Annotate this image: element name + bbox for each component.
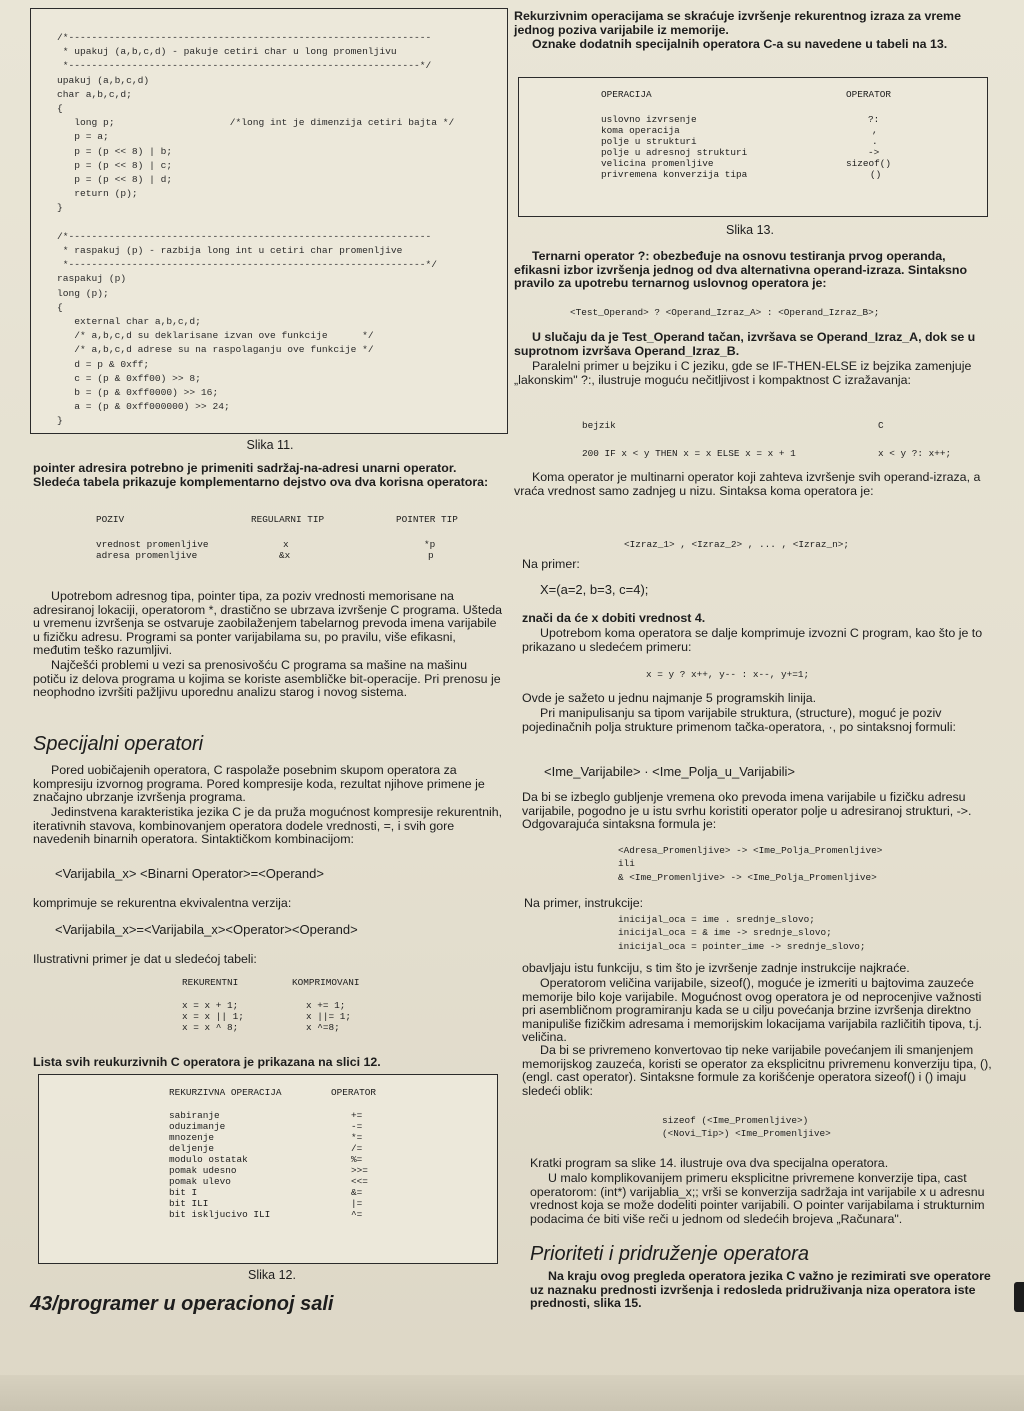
formula-compressed: <Varijabila_x> <Binarni Operator>=<Operand> — [55, 866, 324, 881]
left-para-3: Najčešći problemi u vezi sa prenosivošću C programa sa mašine na mašinu potiču iz delova programa u kojima se koriste asembličke bit-operacije. Pri prenosu je neophodno izvršiti pažljivu uporednu analizu starog i novog sistema. — [33, 658, 501, 700]
table-cell: . — [872, 136, 878, 147]
right-para-14: Da bi se privremeno konvertovao tip neke varijabile povećanjem ili smanjenjem memorijskog zauzeća, koristi se operator za eksplicitnu privremenu konverziju tipa, (), (engl. cast operator). Sintaksne formule za korišćenje operatora sizeof() i () imaju sledeći oblik: — [522, 1043, 992, 1098]
figure-12-box — [38, 1074, 498, 1264]
table-cell: pomak udesno — [169, 1165, 237, 1176]
table-row — [601, 147, 891, 158]
table-row — [169, 1187, 376, 1198]
recurrent-table-header-cell: KOMPRIMOVANI — [292, 977, 360, 988]
na-primer-label: Na primer: — [522, 557, 580, 571]
table-row — [169, 1176, 376, 1187]
figure-13-header — [601, 89, 891, 100]
formula-compressed-example: x = y ? x++, y-- : x--, y+=1; — [646, 669, 810, 680]
figure-11-caption: Slika 11. — [246, 438, 294, 452]
table-cell: sizeof() — [846, 158, 892, 169]
figure-13-table — [601, 89, 891, 180]
figure-12-caption: Slika 12. — [248, 1268, 296, 1282]
compare-header-basic: bejzik — [582, 420, 616, 431]
page-footer-title: 43/programer u operacionoj sali — [30, 1293, 334, 1315]
right-para-10: Pri manipulisanju sa tipom varijabile struktura, (structure), moguć je poziv pojedinačnih polja strukture primenom tačka-operatora, ·, po sintaksnoj formuli: — [522, 706, 956, 734]
table-cell: bit ILI — [169, 1198, 209, 1209]
pointer-table-header-cell: POINTER TIP — [396, 514, 458, 525]
figure-12-header — [169, 1087, 376, 1098]
right-para-13: Operatorom veličina varijabile, sizeof(), moguće je izmeriti u bajtovima zauzeće memorije bilo koje varijabile. Mogućnost ovog operatora je od neprocenjive važnosti pri asembličnom programiranju kada se u cilju povećanja brzine izvršenja direktno manipuliše fizičkim adresama i memorijskim lokacijama varijabila različitih tipova, t.j. veličina. — [522, 976, 982, 1045]
table-cell: x += 1; — [306, 1000, 346, 1011]
table-cell: polje u strukturi — [601, 136, 697, 147]
table-cell: bit I — [169, 1187, 198, 1198]
table-row — [182, 1000, 360, 1011]
table-cell: vrednost promenljive — [96, 539, 209, 550]
table-row — [601, 114, 891, 125]
table-cell: mnozenje — [169, 1132, 215, 1143]
table-cell: x = x ^ 8; — [182, 1022, 239, 1033]
formula-sizeof: sizeof (<Ime_Promenljive>) (<Novi_Tip>) <Ime_Promenljive> — [662, 1115, 831, 1140]
figure-12-header-cell: OPERATOR — [331, 1087, 377, 1098]
pointer-table-header-cell: POZIV — [96, 514, 125, 525]
formula-dot: <Ime_Varijabile> · <Ime_Polja_u_Varijabili> — [544, 764, 795, 779]
figure-13-header-cell: OPERACIJA — [601, 89, 652, 100]
table-cell: adresa promenljive — [96, 550, 198, 561]
pointer-table-header — [96, 514, 476, 525]
table-cell: () — [870, 169, 882, 180]
table-row — [96, 539, 476, 550]
compare-c-line: x < y ?: x++; — [878, 448, 952, 459]
right-para-8: Upotrebom koma operatora se dalje komprimuje izvozni C program, kao što je to prikazano u sledećem primeru: — [522, 626, 983, 654]
left-para-6: komprimuje se rekurentna ekvivalentna verzija: — [33, 896, 292, 910]
table-cell: bit iskljucivo ILI — [169, 1209, 271, 1220]
table-row — [601, 136, 891, 147]
table-cell: pomak ulevo — [169, 1176, 231, 1187]
section-heading-priorities: Prioriteti i pridruženje operatora — [530, 1243, 810, 1265]
table-row — [169, 1143, 376, 1154]
right-para-1: Rekurzivnim operacijama se skraćuje izvršenje rekurentnog izraza za vreme jednog poziva varijabile iz memorije. — [514, 9, 961, 37]
table-row — [169, 1209, 376, 1220]
recurrent-table-header — [182, 977, 360, 988]
right-para-4: U slučaju da je Test_Operand tačan, izvršava se Operand_Izraz_A, dok se u suprotnom izvršava Operand_Izraz_B. — [514, 330, 976, 358]
page-edge-tab — [1014, 1282, 1024, 1312]
right-para-3: Ternarni operator ?: obezbeđuje na osnovu testiranja prvog operanda, efikasni izbor izvršenja jednog od dva alternativna operand-izraza. Sintaksno pravilo za upotrebu ternarnog uslovnog operatora je: — [514, 249, 968, 291]
table-cell: oduzimanje — [169, 1121, 226, 1132]
table-cell: <<= — [351, 1176, 368, 1187]
right-para-16: U malo komplikovanijem primeru eksplicitne privremene konverzije tipa, cast operatorom: (int*) varijablia_x;; vrši se konverzija sadržaja int varijabile x u adresnu vrednost koja se može dodeliti pointer varijabili. O pointer varijabilama i strukturnim podacima će biti više reči u jednom od sledećih brojeva „Računara". — [530, 1171, 985, 1226]
table-cell: sabiranje — [169, 1110, 220, 1121]
figure-11-code: /*--------------------------------------------------------------- * upakuj (a,b,c,d) - pakuje cetiri char u long promenljivu *-------------------------------------------------------------*/ upakuj (a,b,c,d) char a,b,c,d; { long p; /*long int je dimenzija cetiri bajta */ p = a; p = (p << 8) | b; p = (p << 8) | c; p = (p << 8) | d; return (p); } /*--------------------------------------------------------------- * raspakuj (p) - razbija long int u cetiri char promenljive *--------------------------------------------------------------*/ raspakuj (p) long (p); { external char a,b,c,d; /* a,b,c,d su deklarisane izvan ove funkcije */ /* a,b,c,d adrese su na raspolaganju ove funkcije */ d = p & 0xff; c = (p & 0xff00) >> 8; b = (p & 0xff0000) >> 16; a = (p & 0xff000000) >> 24; } — [57, 32, 455, 427]
table-row — [601, 158, 891, 169]
recurrent-table — [182, 977, 360, 1033]
formula-arrow: <Adresa_Promenljive> -> <Ime_Polja_Promenljive> ili & <Ime_Promenljive> -> <Ime_Polja_Promenljive> — [618, 845, 883, 883]
table-cell: &= — [351, 1187, 363, 1198]
right-para-17: Na kraju ovog pregleda operatora jezika C važno je rezimirati sve operatore uz naznaku prednosti izvršenja i redosleda pridruživanja niza operatora iste prednosti, slika 15. — [530, 1269, 991, 1311]
table-cell: >>= — [351, 1165, 368, 1176]
table-cell: &x — [279, 550, 291, 561]
table-cell: |= — [351, 1198, 363, 1209]
figure-12-header-cell: REKURZIVNA OPERACIJA — [169, 1087, 282, 1098]
table-row — [601, 125, 891, 136]
table-cell: /= — [351, 1143, 363, 1154]
right-para-7: znači da će x dobiti vrednost 4. — [522, 611, 706, 625]
formula-ternary: <Test_Operand> ? <Operand_Izraz_A> : <Operand_Izraz_B>; — [570, 307, 880, 318]
table-row — [601, 169, 891, 180]
left-para-7: Ilustrativni primer je dat u sledećoj tabeli: — [33, 952, 257, 966]
left-para-8: Lista svih reukurzivnih C operatora je prikazana na slici 12. — [33, 1055, 381, 1069]
figure-13-box — [518, 77, 988, 217]
formula-comma: <Izraz_1> , <Izraz_2> , ... , <Izraz_n>; — [624, 539, 850, 550]
table-cell: %= — [351, 1154, 363, 1165]
table-cell: modulo ostatak — [169, 1154, 248, 1165]
page-bottom-strip — [0, 1375, 1024, 1411]
table-cell: ^= — [351, 1209, 363, 1220]
table-cell: x ^=8; — [306, 1022, 340, 1033]
table-cell: koma operacija — [601, 125, 680, 136]
figure-12-table — [169, 1087, 376, 1220]
pointer-table — [96, 514, 476, 561]
figure-11-code-box — [30, 8, 508, 434]
right-para-9: Ovde je sažeto u jednu najmanje 5 programskih linija. — [522, 691, 817, 705]
right-para-5: Paralelni primer u bejziku i C jeziku, gde se IF-THEN-ELSE iz bejzika zamenjuje „lakonskim" ?:, ilustruje moguću nečitljivost i kompaktnost C izražavanja: — [514, 359, 972, 387]
table-cell: -= — [351, 1121, 363, 1132]
table-row — [169, 1165, 376, 1176]
table-cell: x ||= 1; — [306, 1011, 352, 1022]
pointer-table-header-cell: REGULARNI TIP — [251, 514, 325, 525]
table-cell: -> — [868, 147, 880, 158]
table-cell: privremena konverzija tipa — [601, 169, 748, 180]
table-cell: uslovno izvrsenje — [601, 114, 697, 125]
left-para-5: Jedinstvena karakteristika jezika C je da pruža mogućnost kompresije rekurentnih, iterativnih stavova, kombinovanjem operatora dodele vrednosti, =, i svih gore navedenih binarnih operatora. Sintaktičkom kombinacijom: — [33, 805, 503, 847]
formula-x: X=(a=2, b=3, c=4); — [540, 582, 649, 597]
na-primer-instructions: Na primer, instrukcije: — [524, 896, 644, 910]
table-cell: *= — [351, 1132, 363, 1143]
left-para-1: pointer adresira potrebno je primeniti sadržaj-na-adresi unarni operator. Sledeća tabela prikazuje komplementarno dejstvo ova dva korisna operatora: — [33, 461, 489, 489]
right-para-12: obavljaju istu funkciju, s tim što je izvršenje zadnje instrukcije najkraće. — [522, 961, 910, 975]
table-row — [182, 1022, 360, 1033]
table-cell: x — [283, 539, 289, 550]
table-row — [169, 1198, 376, 1209]
compare-header-c: C — [878, 420, 884, 431]
table-cell: velicina promenljive — [601, 158, 714, 169]
table-cell: += — [351, 1110, 363, 1121]
right-para-15: Kratki program sa slike 14. ilustruje ova dva specijalna operatora. — [530, 1156, 889, 1170]
table-row — [96, 550, 476, 561]
table-cell: polje u adresnoj strukturi — [601, 147, 748, 158]
figure-13-header-cell: OPERATOR — [846, 89, 892, 100]
table-row — [169, 1154, 376, 1165]
table-cell: x = x + 1; — [182, 1000, 239, 1011]
left-para-4: Pored uobičajenih operatora, C raspolaže posebnim skupom operatora za kompresiju izvornog programa. Pored kompresije koda, rezultat njihove primene je značajno ubrzanje izvršenja programa. — [33, 763, 485, 805]
table-cell: p — [428, 550, 434, 561]
table-row — [169, 1121, 376, 1132]
right-para-2: Oznake dodatnih specijalnih operatora C-a su navedene u tabeli na 13. — [532, 37, 948, 51]
table-cell: *p — [424, 539, 436, 550]
table-cell: ?: — [868, 114, 880, 125]
table-row — [169, 1110, 376, 1121]
table-cell: x = x || 1; — [182, 1011, 244, 1022]
table-cell: deljenje — [169, 1143, 215, 1154]
table-row — [182, 1011, 360, 1022]
compare-basic-line: 200 IF x < y THEN x = x ELSE x = x + 1 — [582, 448, 796, 459]
table-row — [169, 1132, 376, 1143]
right-para-11: Da bi se izbeglo gubljenje vremena oko prevoda imena varijabile u fizičku adresu varijabile, pogodno je u istu svrhu koristiti operator polje u adresiranoj strukturi, ->. Odgovarajuća sintaksna formula je: — [522, 790, 972, 832]
section-heading-special-operators: Specijalni operatori — [33, 733, 204, 755]
figure-13-caption: Slika 13. — [726, 223, 774, 237]
left-para-2: Upotrebom adresnog tipa, pointer tipa, za poziv vrednosti memorisane na adresiranoj lokaciji, operatorom *, drastično se ubrzava izvršenje C programa. Ušteda u vremenu izvršenja se ostvaruje zaobilaženjem tabelarnog prevoda imena varijabile u fizičku adresu. Programi sa ponter varijabilama su, po pravilu, više efikasni, međutim teško razumljivi. — [33, 589, 502, 658]
formula-recurrent: <Varijabila_x>=<Varijabila_x><Operator><Operand> — [55, 922, 358, 937]
instructions-code: inicijal_oca = ime . srednje_slovo; inicijal_oca = & ime -> srednje_slovo; inicijal_oca = pointer_ime -> srednje_slovo; — [618, 914, 866, 952]
recurrent-table-header-cell: REKURENTNI — [182, 977, 239, 988]
right-para-6: Koma operator je multinarni operator koji zahteva izvršenje svih operand-izraza, a vraća vrednost samo zadnjeg u nizu. Sintaksa koma operatora je: — [514, 470, 981, 498]
table-cell: , — [872, 125, 878, 136]
